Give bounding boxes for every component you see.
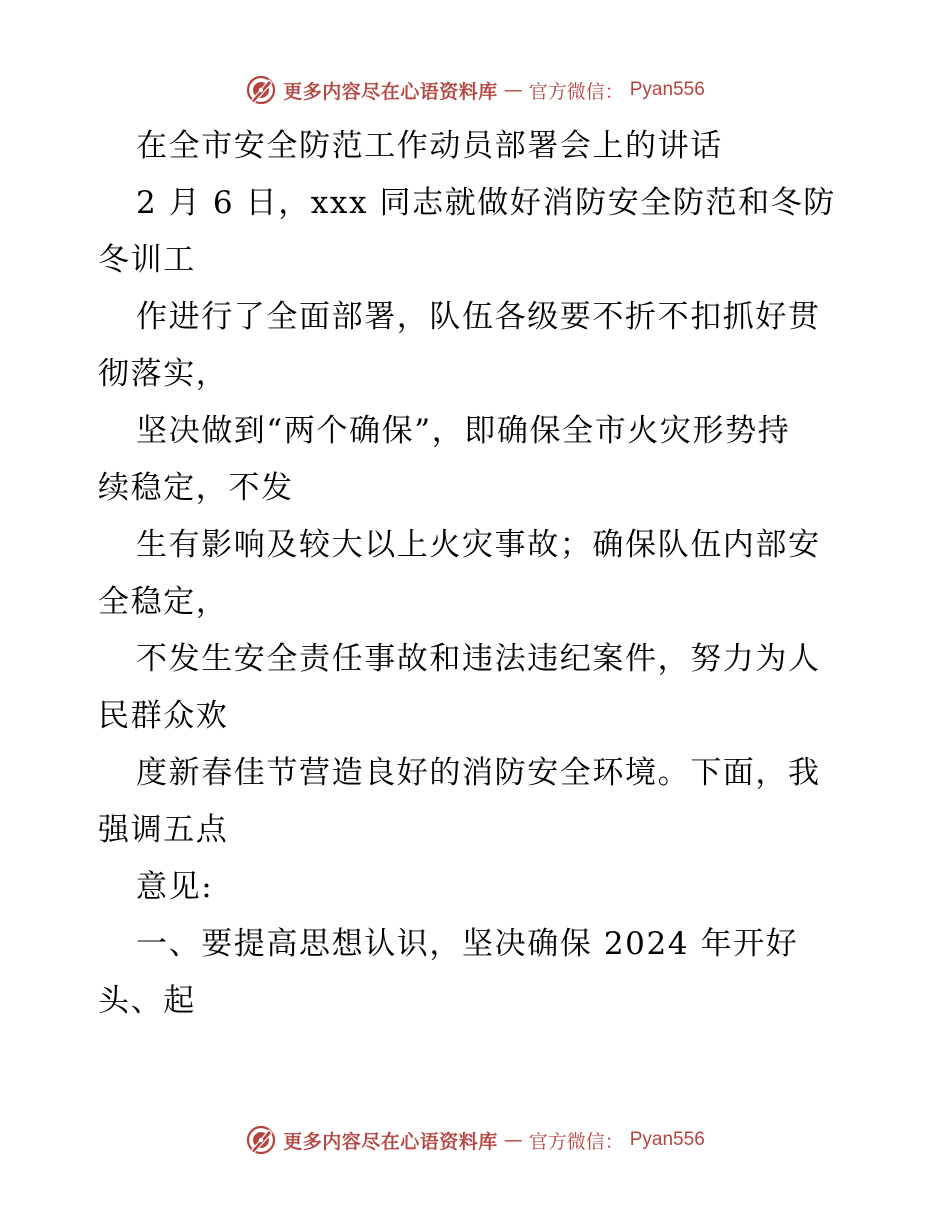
watermark-site-name: 更多内容尽在心语资料库: [283, 1130, 498, 1153]
watermark-wechat-label: 官方微信：: [528, 1130, 624, 1153]
paragraph-line: 意见:: [136, 869, 214, 905]
paragraph-line: 生有影响及较大以上火灾事故；确保队伍内部安: [136, 527, 821, 563]
paragraph-line: 冬训工: [98, 242, 196, 278]
watermark-wechat-account: Pyan556: [629, 79, 705, 100]
watermark-wechat-label: 官方微信：: [528, 80, 624, 103]
header-watermark: [0, 70, 950, 110]
section-heading-line: 头、起: [98, 983, 196, 1019]
paragraph-line: 作进行了全面部署，队伍各级要不折不扣抓好贯: [136, 299, 821, 335]
quill-logo-icon: [245, 1124, 277, 1156]
paragraph-line: 续稳定，不发: [98, 470, 294, 506]
quill-logo-icon: [245, 74, 277, 106]
paragraph-line: 全稳定，: [98, 584, 229, 620]
watermark-separator: —: [503, 1129, 523, 1151]
paragraph-line: 彻落实，: [98, 356, 229, 392]
paragraph-line: 坚决做到“两个确保”，即确保全市火灾形势持: [136, 413, 791, 449]
watermark-group: [245, 1124, 705, 1156]
paragraph-line: 强调五点: [98, 812, 229, 848]
document-body: [98, 118, 858, 1030]
watermark-site-name: 更多内容尽在心语资料库: [283, 80, 498, 103]
watermark-wechat-account: Pyan556: [629, 1129, 705, 1150]
paragraph-line: 2 月 6 日，xxx 同志就做好消防安全防范和冬防: [136, 185, 836, 221]
document-title: 在全市安全防范工作动员部署会上的讲话: [136, 128, 723, 164]
footer-watermark: [0, 1120, 950, 1160]
watermark-group: [245, 74, 705, 106]
watermark-separator: —: [503, 79, 523, 101]
section-heading-line: 一、要提高思想认识，坚决确保 2024 年开好: [136, 926, 799, 962]
paragraph-line: 民群众欢: [98, 698, 229, 734]
paragraph-line: 不发生安全责任事故和违法违纪案件，努力为人: [136, 641, 821, 677]
paragraph-line: 度新春佳节营造良好的消防安全环境。下面，我: [136, 755, 821, 791]
